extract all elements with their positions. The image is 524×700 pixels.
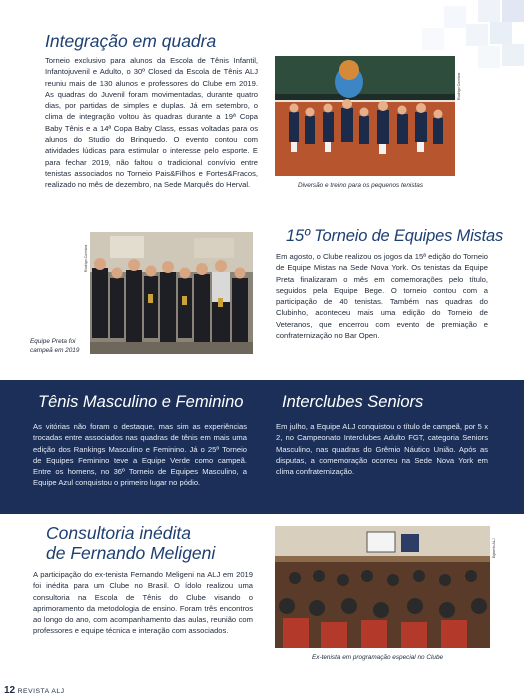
photo-credit: Rodrigo Coimbra [84,244,88,272]
section-title-masculino-feminino: Tênis Masculino e Feminino [38,393,244,411]
page-number: 12 [4,685,16,696]
photo-credit: Rodrigo Coimbra [457,72,461,100]
photo-caption-line1: Equipe Preta foi [30,338,76,345]
magazine-name: REVISTA ALJ [17,688,65,695]
photo-credit: Egberto ALJ [492,538,496,558]
photo-event-audience [275,526,490,648]
section-body-equipes-mistas: Em agosto, o Clube realizou os jogos da 15ª edição do Torneio de Equipe Mistas na Sede Nova York. Os tenistas da Equipe Preta finalizaram o mês em comemorações pelo título, seguidos pela Equipe Bege. O torneio contou com a participação de 40 tenistas. Também nas quadras do Clubinho, aconteceu mais uma edição do Torneio de Veteranos, que encerrou com evento de premiação e confraternização no Bar Open. [276,252,488,341]
photo-team-champions [90,232,253,354]
section-body-integracao: Torneio exclusivo para alunos da Escola de Tênis Infantil, Infantojuvenil e Adulto, o 30º Closed da Escola de Tênis ALJ reuniu mais de 130 alunos e professores do Clube em 2019. As quadras do Juvenil foram movimentadas, durante quatro dias, por partidas de simples e duplas. Já em setembro, o clima de integração voltou às quadras durante a 19ª Copa Baby Tênis e a 14ª Copa Baby Class, essas voltadas para os alunos do Studio do Brinquedo. O evento contou com atividades lúdicas para estimular o interesse pelo esporte. E para fechar 2019, não faltou o tradicional convívio entre tenistas associados no Torneio Pais&Filhos e Fortes&Fracos, realizado no mês de dezembro, na Sede Marquês do Herval. [45,56,258,190]
section-title-consultoria [46,523,215,563]
section-body-interclubes: Em julho, a Equipe ALJ conquistou o título de campeã, por 5 x 2, no Campeonato Interclubes Adulto FGT, categoria Seniors Masculino, nas quadras do Grêmio Náutico União. Após as disputas, a comemoração ocorreu na Sede Nova York em clima confraternização. [276,422,488,477]
highlight-band [0,380,524,514]
section-body-masculino-feminino: As vitórias não foram o destaque, mas sim as experiências trocadas entre associados nas quadras de tênis em mais uma edição dos Rankings Masculino e Feminino. Já o 25º Torneio de Equipes Feminino teve a Equipe Verde como campeã. Entre os homens, no 36º Torneio de Equipes Masculino, a Equipe Azul conquistou o primeiro lugar no pódio. [33,422,247,488]
photo-caption: Diversão e treino para os pequenos tenistas [298,182,424,189]
photo-caption-line2: campeã em 2019 [30,347,80,354]
title-line1: Consultoria inédita [46,523,191,543]
section-title-equipes-mistas: 15º Torneio de Equipes Mistas [286,227,503,245]
photo-caption: Ex-tenista em programação especial no Clube [312,654,444,661]
title-line2: de Fernando Meligeni [46,543,216,563]
page-footer [4,685,65,696]
section-title-integracao: Integração em quadra [45,31,217,51]
section-title-interclubes: Interclubes Seniors [282,393,424,411]
photo-kids-tennis [275,56,455,176]
section-body-consultoria: A participação do ex-tenista Fernando Meligeni na ALJ em 2019 foi inédita para um Clube no Brasil. O ídolo realizou uma consultoria na Escola de Tênis do Clube visando o aprimoramento da metodologia de ensino. Foram três encontros ao longo do ano, com acompanhamento das aulas, reunião com professores e equipe técnica e interação com associados. [33,570,253,636]
